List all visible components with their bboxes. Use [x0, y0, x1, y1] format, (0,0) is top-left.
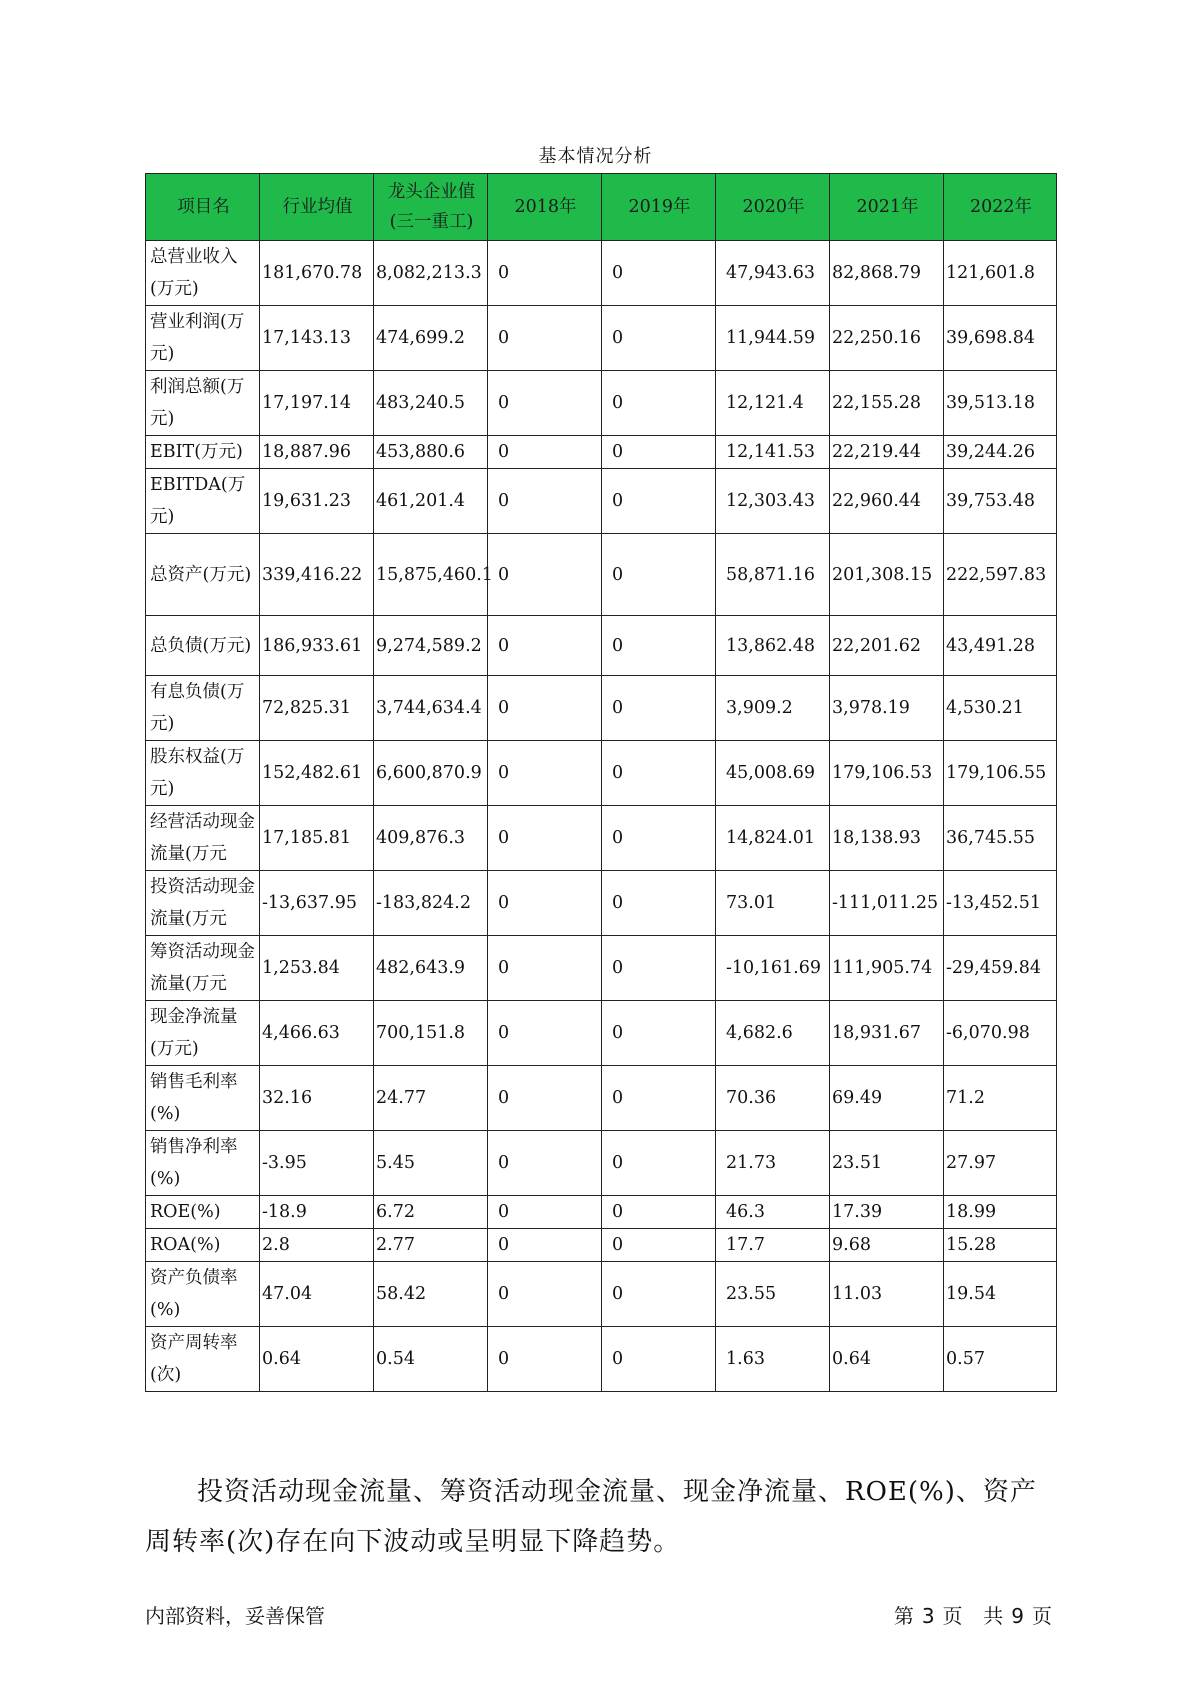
value-cell: 39,698.84 — [944, 306, 1057, 371]
value-cell: 22,201.62 — [830, 616, 944, 676]
value-cell: 1.63 — [716, 1327, 830, 1392]
value-cell: 0 — [488, 1066, 602, 1131]
table-row — [146, 1196, 1057, 1229]
value-cell: 0 — [488, 616, 602, 676]
table-header-row — [146, 174, 1057, 241]
footer-page-number — [890, 1600, 1056, 1629]
row-label-cell: ROA(%) — [146, 1229, 260, 1262]
value-cell: 0 — [488, 936, 602, 1001]
row-label-cell: 资产周转率(次) — [146, 1327, 260, 1392]
value-cell: 18,931.67 — [830, 1001, 944, 1066]
value-cell: 179,106.55 — [944, 741, 1057, 806]
value-cell: 39,513.18 — [944, 371, 1057, 436]
value-cell: 12,141.53 — [716, 436, 830, 469]
value-cell: 0 — [602, 306, 716, 371]
value-cell: 17,197.14 — [260, 371, 374, 436]
value-cell: -183,824.2 — [374, 871, 488, 936]
value-cell: 12,303.43 — [716, 469, 830, 534]
value-cell: 39,244.26 — [944, 436, 1057, 469]
value-cell: 17,143.13 — [260, 306, 374, 371]
value-cell: 121,601.8 — [944, 241, 1057, 306]
table-row — [146, 534, 1057, 616]
header-cell: 2021年 — [830, 174, 944, 241]
value-cell: 0.64 — [260, 1327, 374, 1392]
value-cell: 0 — [488, 306, 602, 371]
value-cell: 3,744,634.4 — [374, 676, 488, 741]
value-cell: 3,909.2 — [716, 676, 830, 741]
header-cell: 龙头企业值(三一重工) — [374, 174, 488, 241]
value-cell: 4,530.21 — [944, 676, 1057, 741]
table-row — [146, 1262, 1057, 1327]
value-cell: 111,905.74 — [830, 936, 944, 1001]
value-cell: 700,151.8 — [374, 1001, 488, 1066]
value-cell: 461,201.4 — [374, 469, 488, 534]
row-label-cell: 营业利润(万元) — [146, 306, 260, 371]
value-cell: 4,682.6 — [716, 1001, 830, 1066]
value-cell: 0.57 — [944, 1327, 1057, 1392]
value-cell: 453,880.6 — [374, 436, 488, 469]
value-cell: 6.72 — [374, 1196, 488, 1229]
table-row — [146, 616, 1057, 676]
table-row — [146, 469, 1057, 534]
total-prefix: 共 — [983, 1604, 1004, 1628]
table-row — [146, 306, 1057, 371]
table-row — [146, 1001, 1057, 1066]
summary-paragraph: 投资活动现金流量、筹资活动现金流量、现金净流量、ROE(%)、资产周转率(次)存在向下波动或呈明显下降趋势。 — [145, 1477, 1037, 1557]
row-label-cell: 销售毛利率(%) — [146, 1066, 260, 1131]
row-label-cell: ROE(%) — [146, 1196, 260, 1229]
value-cell: 181,670.78 — [260, 241, 374, 306]
value-cell: 2.77 — [374, 1229, 488, 1262]
value-cell: 483,240.5 — [374, 371, 488, 436]
value-cell: 0 — [602, 1262, 716, 1327]
table-row — [146, 936, 1057, 1001]
value-cell: 222,597.83 — [944, 534, 1057, 616]
value-cell: 9,274,589.2 — [374, 616, 488, 676]
value-cell: 71.2 — [944, 1066, 1057, 1131]
page-prefix: 第 — [893, 1604, 914, 1628]
value-cell: 482,643.9 — [374, 936, 488, 1001]
table-row — [146, 741, 1057, 806]
header-cell: 2019年 — [602, 174, 716, 241]
value-cell: 0 — [488, 1262, 602, 1327]
value-cell: 4,466.63 — [260, 1001, 374, 1066]
value-cell: 0 — [602, 616, 716, 676]
table-caption: 基本情况分析 — [538, 146, 653, 167]
table-row — [146, 1131, 1057, 1196]
value-cell: 23.51 — [830, 1131, 944, 1196]
value-cell: 0 — [488, 741, 602, 806]
value-cell: 18,887.96 — [260, 436, 374, 469]
row-label-cell: EBITDA(万元) — [146, 469, 260, 534]
value-cell: 43,491.28 — [944, 616, 1057, 676]
table-row — [146, 371, 1057, 436]
value-cell: 474,699.2 — [374, 306, 488, 371]
page-current: 3 — [921, 1604, 935, 1628]
value-cell: 2.8 — [260, 1229, 374, 1262]
footer-confidential-note: 内部资料，妥善保管 — [145, 1604, 325, 1628]
table-row — [146, 436, 1057, 469]
row-label-cell: 利润总额(万元) — [146, 371, 260, 436]
value-cell: 36,745.55 — [944, 806, 1057, 871]
value-cell: 19,631.23 — [260, 469, 374, 534]
value-cell: 0 — [602, 1001, 716, 1066]
value-cell: 17,185.81 — [260, 806, 374, 871]
value-cell: -10,161.69 — [716, 936, 830, 1001]
total-unit: 页 — [1032, 1604, 1052, 1628]
value-cell: 152,482.61 — [260, 741, 374, 806]
table-row — [146, 806, 1057, 871]
header-cell: 2022年 — [944, 174, 1057, 241]
value-cell: 46.3 — [716, 1196, 830, 1229]
table-row — [146, 1327, 1057, 1392]
value-cell: 19.54 — [944, 1262, 1057, 1327]
row-label-cell: 有息负债(万元) — [146, 676, 260, 741]
value-cell: 0 — [602, 936, 716, 1001]
value-cell: 6,600,870.9 — [374, 741, 488, 806]
header-cell: 行业均值 — [260, 174, 374, 241]
value-cell: 72,825.31 — [260, 676, 374, 741]
value-cell: 17.39 — [830, 1196, 944, 1229]
value-cell: 22,960.44 — [830, 469, 944, 534]
value-cell: 18,138.93 — [830, 806, 944, 871]
value-cell: 39,753.48 — [944, 469, 1057, 534]
value-cell: 58,871.16 — [716, 534, 830, 616]
value-cell: 0 — [602, 469, 716, 534]
value-cell: -111,011.25 — [830, 871, 944, 936]
value-cell: 0 — [488, 534, 602, 616]
value-cell: -18.9 — [260, 1196, 374, 1229]
value-cell: 339,416.22 — [260, 534, 374, 616]
value-cell: 23.55 — [716, 1262, 830, 1327]
value-cell: 0 — [488, 1229, 602, 1262]
value-cell: 0 — [488, 676, 602, 741]
value-cell: 1,253.84 — [260, 936, 374, 1001]
value-cell: 0 — [488, 436, 602, 469]
value-cell: 0 — [602, 741, 716, 806]
row-label-cell: 股东权益(万元) — [146, 741, 260, 806]
table-row — [146, 1229, 1057, 1262]
value-cell: 0 — [602, 1196, 716, 1229]
value-cell: 0 — [488, 1327, 602, 1392]
value-cell: 47.04 — [260, 1262, 374, 1327]
value-cell: 0 — [602, 1327, 716, 1392]
value-cell: 0 — [488, 1131, 602, 1196]
value-cell: 409,876.3 — [374, 806, 488, 871]
value-cell: -13,637.95 — [260, 871, 374, 936]
value-cell: 69.49 — [830, 1066, 944, 1131]
row-label-cell: 销售净利率(%) — [146, 1131, 260, 1196]
row-label-cell: 资产负债率(%) — [146, 1262, 260, 1327]
value-cell: 5.45 — [374, 1131, 488, 1196]
page-unit: 页 — [942, 1604, 963, 1628]
value-cell: 22,219.44 — [830, 436, 944, 469]
basic-analysis-table — [145, 173, 1057, 1392]
value-cell: 12,121.4 — [716, 371, 830, 436]
row-label-cell: 筹资活动现金流量(万元 — [146, 936, 260, 1001]
value-cell: 0 — [602, 871, 716, 936]
value-cell: 22,250.16 — [830, 306, 944, 371]
value-cell: 186,933.61 — [260, 616, 374, 676]
value-cell: 0 — [602, 676, 716, 741]
value-cell: 14,824.01 — [716, 806, 830, 871]
row-label-cell: 总负债(万元) — [146, 616, 260, 676]
value-cell: 0.64 — [830, 1327, 944, 1392]
value-cell: 45,008.69 — [716, 741, 830, 806]
value-cell: 47,943.63 — [716, 241, 830, 306]
value-cell: 0 — [602, 371, 716, 436]
value-cell: 8,082,213.3 — [374, 241, 488, 306]
value-cell: 0 — [488, 806, 602, 871]
value-cell: 11.03 — [830, 1262, 944, 1327]
value-cell: 70.36 — [716, 1066, 830, 1131]
value-cell: 0 — [602, 534, 716, 616]
value-cell: 73.01 — [716, 871, 830, 936]
value-cell: 18.99 — [944, 1196, 1057, 1229]
value-cell: 0 — [488, 1196, 602, 1229]
value-cell: 201,308.15 — [830, 534, 944, 616]
value-cell: 15,875,460.1 — [374, 534, 488, 616]
value-cell: 13,862.48 — [716, 616, 830, 676]
header-cell: 项目名 — [146, 174, 260, 241]
value-cell: 0 — [488, 871, 602, 936]
table-row — [146, 676, 1057, 741]
value-cell: 179,106.53 — [830, 741, 944, 806]
value-cell: 0 — [488, 1001, 602, 1066]
row-label-cell: 投资活动现金流量(万元 — [146, 871, 260, 936]
table-row — [146, 241, 1057, 306]
value-cell: 0 — [602, 1131, 716, 1196]
row-label-cell: EBIT(万元) — [146, 436, 260, 469]
value-cell: 0 — [488, 371, 602, 436]
value-cell: 0 — [602, 241, 716, 306]
value-cell: 11,944.59 — [716, 306, 830, 371]
value-cell: 82,868.79 — [830, 241, 944, 306]
value-cell: 0 — [602, 436, 716, 469]
header-cell: 2020年 — [716, 174, 830, 241]
value-cell: -13,452.51 — [944, 871, 1057, 936]
page-total: 9 — [1011, 1604, 1024, 1628]
value-cell: 32.16 — [260, 1066, 374, 1131]
value-cell: 22,155.28 — [830, 371, 944, 436]
value-cell: -29,459.84 — [944, 936, 1057, 1001]
value-cell: 9.68 — [830, 1229, 944, 1262]
value-cell: 0 — [602, 806, 716, 871]
value-cell: 0 — [602, 1066, 716, 1131]
header-cell: 2018年 — [488, 174, 602, 241]
value-cell: 24.77 — [374, 1066, 488, 1131]
value-cell: 27.97 — [944, 1131, 1057, 1196]
row-label-cell: 现金净流量(万元) — [146, 1001, 260, 1066]
value-cell: 0 — [488, 469, 602, 534]
value-cell: 0 — [488, 241, 602, 306]
value-cell: 58.42 — [374, 1262, 488, 1327]
value-cell: 3,978.19 — [830, 676, 944, 741]
value-cell: 0.54 — [374, 1327, 488, 1392]
row-label-cell: 总营业收入(万元) — [146, 241, 260, 306]
value-cell: -6,070.98 — [944, 1001, 1057, 1066]
value-cell: 17.7 — [716, 1229, 830, 1262]
value-cell: 0 — [602, 1229, 716, 1262]
row-label-cell: 经营活动现金流量(万元 — [146, 806, 260, 871]
value-cell: 21.73 — [716, 1131, 830, 1196]
value-cell: 15.28 — [944, 1229, 1057, 1262]
value-cell: -3.95 — [260, 1131, 374, 1196]
table-row — [146, 871, 1057, 936]
row-label-cell: 总资产(万元) — [146, 534, 260, 616]
table-row — [146, 1066, 1057, 1131]
